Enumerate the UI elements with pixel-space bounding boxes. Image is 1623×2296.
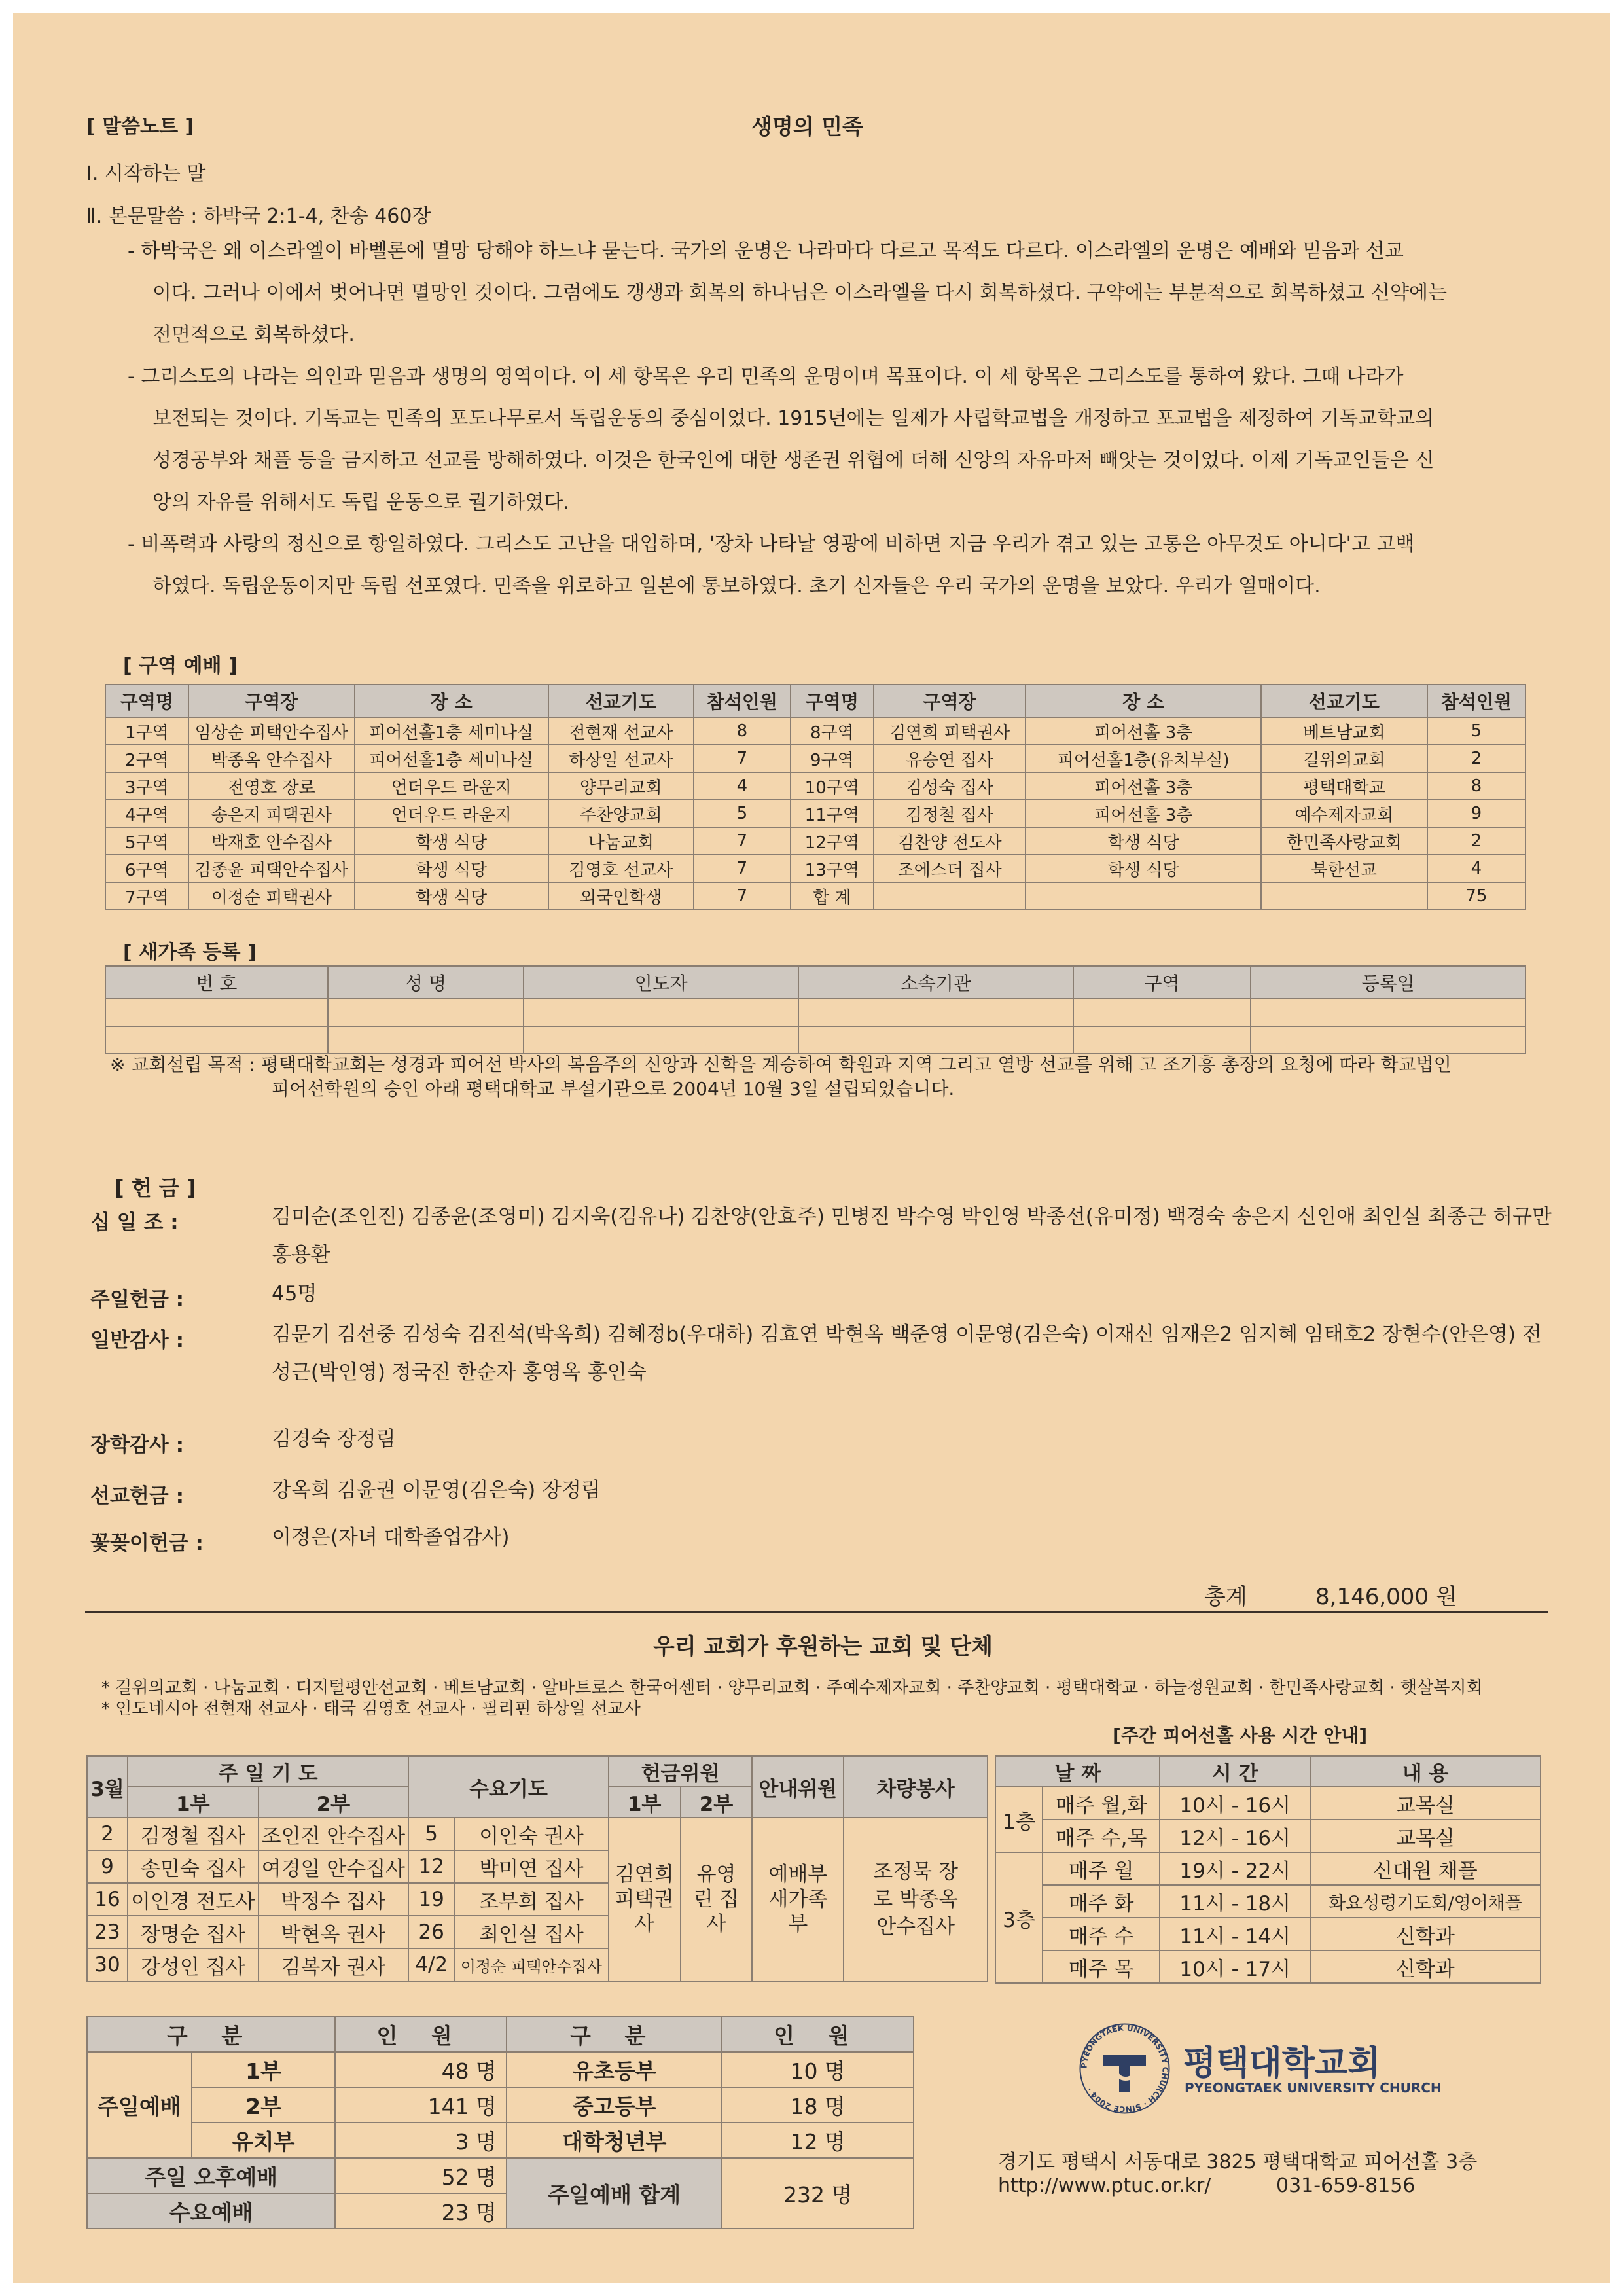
newfamily-empty-cell xyxy=(798,1026,1073,1054)
newfamily-empty-cell xyxy=(328,999,524,1026)
duty-part2-header: 2부 xyxy=(259,1787,409,1818)
district-header-cell: 구역장 xyxy=(188,685,355,717)
duty-vehicle: 조정묵 장로 박종옥 안수집사 xyxy=(844,1818,988,1981)
attendance-total-value: 232 명 xyxy=(722,2158,914,2229)
district-cell: 조에스더 집사 xyxy=(874,855,1026,882)
attendance-label: 2부 xyxy=(192,2087,336,2123)
attendance-value: 48 명 xyxy=(335,2052,507,2087)
support-line-2: * 인도네시아 전현재 선교사 · 태국 김영호 선교사 · 필리핀 하상일 선교사 xyxy=(101,1699,641,1719)
duty-date: 23 xyxy=(87,1916,128,1948)
duty-date: 16 xyxy=(87,1883,128,1916)
divider xyxy=(85,1611,1548,1613)
pierson-content: 교목실 xyxy=(1310,1820,1541,1852)
district-cell: 2구역 xyxy=(105,745,188,772)
sermon-title: 생명의 민족 xyxy=(751,114,863,139)
church-name: 평택대학교회 xyxy=(1183,2044,1381,2083)
pierson-content-header: 내 용 xyxy=(1310,1756,1541,1787)
duty-committee-part1-header: 1부 xyxy=(609,1787,681,1818)
pierson-content: 신학과 xyxy=(1310,1918,1541,1950)
district-cell: 13구역 xyxy=(791,855,874,882)
attendance-count-header: 인 원 xyxy=(335,2017,507,2052)
district-cell: 7 xyxy=(694,827,791,855)
offering-names: 45명 xyxy=(272,1282,317,1306)
duty-part1: 김정철 집사 xyxy=(128,1818,259,1850)
attendance-label: 중고등부 xyxy=(507,2087,722,2123)
duty-part2: 김복자 권사 xyxy=(259,1948,409,1981)
pierson-content: 신학과 xyxy=(1310,1950,1541,1983)
district-row xyxy=(105,772,1525,800)
district-cell: 학생 식당 xyxy=(355,855,548,882)
district-cell: 임상순 피택안수집사 xyxy=(188,717,355,745)
offering-label: 십 일 조 : xyxy=(90,1211,179,1234)
district-cell: 학생 식당 xyxy=(355,827,548,855)
duty-date: 2 xyxy=(87,1818,128,1850)
attendance-value: 52 명 xyxy=(335,2158,507,2193)
district-row xyxy=(105,855,1525,882)
sermon-line: 보전되는 것이다. 기독교는 민족의 포도나무로서 독립운동의 중심이었다. 1915년에는 일제가 사립학교법을 개정하고 포교법을 제정하여 기독교학교의 xyxy=(152,407,1435,430)
sermon-line: - 비폭력과 사랑의 정신으로 항일하였다. 그리스도 고난을 대입하며, '장차 나타날 영광에 비하면 지금 우리가 겪고 있는 고통은 아무것도 아니다'고 고백 xyxy=(128,533,1415,556)
district-cell: 김종윤 피택안수집사 xyxy=(188,855,355,882)
district-cell: 7 xyxy=(694,745,791,772)
offering-names: 강옥희 김윤권 이문영(김은숙) 장정림 xyxy=(272,1479,601,1502)
district-cell: 12구역 xyxy=(791,827,874,855)
district-cell: 박재호 안수집사 xyxy=(188,827,355,855)
district-cell: 유승연 집사 xyxy=(874,745,1026,772)
pierson-content: 교목실 xyxy=(1310,1787,1541,1820)
attendance-sunday-label: 주일예배 xyxy=(87,2052,192,2158)
district-cell: 김연희 피택권사 xyxy=(874,717,1026,745)
newfamily-section-label: [ 새가족 등록 ] xyxy=(123,941,257,964)
district-cell: 합 계 xyxy=(791,882,874,910)
duty-wed-prayer: 최인실 집사 xyxy=(454,1916,609,1948)
district-cell: 5 xyxy=(1427,717,1525,745)
church-phone: 031-659-8156 xyxy=(1276,2174,1416,2197)
offering-section-label: [ 헌 금 ] xyxy=(115,1175,196,1200)
sermon-line: - 그리스도의 나라는 의인과 믿음과 생명의 영역이다. 이 세 항목은 우리 민족의 운명이며 목표이다. 이 세 항목은 그리스도를 통하여 왔다. 그때 나라가 xyxy=(128,365,1404,388)
attendance-value: 3 명 xyxy=(335,2123,507,2158)
district-cell: 예수제자교회 xyxy=(1261,800,1427,827)
duty-usher-header: 안내위원 xyxy=(752,1756,844,1818)
pierson-floor: 3층 xyxy=(995,1852,1043,1983)
church-name-en: PYEONGTAEK UNIVERSITY CHURCH xyxy=(1185,2080,1442,2096)
district-row xyxy=(105,800,1525,827)
duty-part2: 박현옥 권사 xyxy=(259,1916,409,1948)
district-row xyxy=(105,882,1525,910)
district-cell: 1구역 xyxy=(105,717,188,745)
duty-wed-date: 26 xyxy=(408,1916,454,1948)
district-cell xyxy=(874,882,1026,910)
district-cell: 학생 식당 xyxy=(1026,827,1261,855)
district-row xyxy=(105,717,1525,745)
district-cell: 길위의교회 xyxy=(1261,745,1427,772)
duty-wed-date: 4/2 xyxy=(408,1948,454,1981)
district-cell: 피어선홀 3층 xyxy=(1026,717,1261,745)
pierson-time: 12시 - 16시 xyxy=(1160,1820,1310,1852)
founding-line-2: 피어선학원의 승인 아래 평택대학교 부설기관으로 2004년 10월 3일 설립되었습니다. xyxy=(272,1078,955,1100)
duty-month: 3월 xyxy=(87,1756,128,1818)
pierson-content: 신대원 채플 xyxy=(1310,1852,1541,1885)
newfamily-header-cell: 구역 xyxy=(1073,966,1251,999)
district-cell xyxy=(1261,882,1427,910)
attendance-value: 12 명 xyxy=(722,2123,914,2158)
district-cell: 8구역 xyxy=(791,717,874,745)
attendance-label: 유초등부 xyxy=(507,2052,722,2087)
district-header-cell: 선교기도 xyxy=(548,685,694,717)
district-cell: 언더우드 라운지 xyxy=(355,800,548,827)
newfamily-header-cell: 인도자 xyxy=(524,966,798,999)
district-cell: 9 xyxy=(1427,800,1525,827)
attendance-value: 141 명 xyxy=(335,2087,507,2123)
attendance-total-label: 주일예배 합계 xyxy=(507,2158,722,2229)
pierson-title: [주간 피어선홀 사용 시간 안내] xyxy=(1113,1725,1368,1746)
offering-label: 선교헌금 : xyxy=(90,1484,184,1508)
pierson-time: 10시 - 16시 xyxy=(1160,1787,1310,1820)
district-cell: 언더우드 라운지 xyxy=(355,772,548,800)
church-url[interactable]: http://www.ptuc.or.kr/ xyxy=(998,2174,1211,2197)
newfamily-empty-cell xyxy=(1251,1026,1525,1054)
pierson-day: 매주 화 xyxy=(1043,1885,1160,1918)
district-header-cell: 선교기도 xyxy=(1261,685,1427,717)
duty-table xyxy=(86,1755,988,1982)
newfamily-empty-cell xyxy=(105,1026,328,1054)
newfamily-empty-cell xyxy=(524,999,798,1026)
district-cell: 주찬양교회 xyxy=(548,800,694,827)
offering-label: 꽃꽂이헌금 : xyxy=(90,1532,204,1555)
offering-names: 김경숙 장정림 xyxy=(272,1427,396,1451)
duty-part1: 강성인 집사 xyxy=(128,1948,259,1981)
sermon-intro: Ⅰ. 시작하는 말 xyxy=(86,162,206,185)
newfamily-empty-cell xyxy=(524,1026,798,1054)
attendance-label: 수요예배 xyxy=(87,2193,335,2229)
attendance-label: 주일 오후예배 xyxy=(87,2158,335,2193)
bulletin-page xyxy=(13,13,1610,2283)
district-cell: 이정순 피택권사 xyxy=(188,882,355,910)
newfamily-empty-cell xyxy=(1073,999,1251,1026)
attendance-value: 10 명 xyxy=(722,2052,914,2087)
district-header-cell: 장 소 xyxy=(1026,685,1261,717)
church-address: 경기도 평택시 서동대로 3825 평택대학교 피어선홀 3층 xyxy=(998,2151,1478,2174)
attendance-label: 유치부 xyxy=(192,2123,336,2158)
district-cell: 학생 식당 xyxy=(1026,855,1261,882)
sermon-line: 하였다. 독립운동이지만 독립 선포였다. 민족을 위로하고 일본에 통보하였다. 초기 신자들은 우리 국가의 운명을 보았다. 우리가 열매이다. xyxy=(152,575,1321,598)
offering-names: 이정은(자녀 대학졸업감사) xyxy=(272,1526,510,1549)
support-line-1: * 길위의교회 · 나눔교회 · 디지털평안선교회 · 베트남교회 · 알바트로스 한국어센터 · 양무리교회 · 주예수제자교회 · 주찬양교회 · 평택대학교 · 하늘정원교회 · 한민족사랑교회 · 햇살복지회 xyxy=(101,1678,1483,1698)
sermon-line: 성경공부와 채플 등을 금지하고 선교를 방해하였다. 이것은 한국인에 대한 생존권 위협에 더해 신앙의 자유마저 빼앗는 것이었다. 이제 기독교인들은 신 xyxy=(152,449,1435,472)
district-cell: 송은지 피택권사 xyxy=(188,800,355,827)
attendance-table xyxy=(86,2016,914,2229)
pierson-time: 19시 - 22시 xyxy=(1160,1852,1310,1885)
district-cell: 피어선홀1층 세미나실 xyxy=(355,745,548,772)
duty-sunday-prayer-header: 주 일 기 도 xyxy=(128,1756,408,1787)
duty-wed-date: 19 xyxy=(408,1883,454,1916)
district-header-cell: 구역명 xyxy=(791,685,874,717)
district-cell: 한민족사랑교회 xyxy=(1261,827,1427,855)
newfamily-header-cell: 등록일 xyxy=(1251,966,1525,999)
duty-date: 9 xyxy=(87,1850,128,1883)
duty-offering-committee-header: 헌금위원 xyxy=(609,1756,753,1787)
attendance-category-header: 구 분 xyxy=(87,2017,335,2052)
duty-part1: 이인경 전도사 xyxy=(128,1883,259,1916)
district-cell: 베트남교회 xyxy=(1261,717,1427,745)
newfamily-empty-cell xyxy=(1251,999,1525,1026)
newfamily-header-cell: 번 호 xyxy=(105,966,328,999)
district-cell: 75 xyxy=(1427,882,1525,910)
district-header-cell: 구역명 xyxy=(105,685,188,717)
duty-part1-header: 1부 xyxy=(128,1787,259,1818)
district-cell: 5 xyxy=(694,800,791,827)
pierson-time-header: 시 간 xyxy=(1160,1756,1310,1787)
sermon-body xyxy=(128,230,1541,607)
district-cell: 김성숙 집사 xyxy=(874,772,1026,800)
district-cell xyxy=(1026,882,1261,910)
district-cell: 김찬양 전도사 xyxy=(874,827,1026,855)
district-cell: 피어선홀 3층 xyxy=(1026,772,1261,800)
sermon-line: 이다. 그러나 이에서 벗어나면 멸망인 것이다. 그럼에도 갱생과 회복의 하나님은 이스라엘을 다시 회복하셨다. 구약에는 부분적으로 회복하셨고 신약에는 xyxy=(152,281,1447,304)
duty-vehicle-header: 차량봉사 xyxy=(844,1756,988,1818)
sermon-line: 앙의 자유를 위해서도 독립 운동으로 궐기하였다. xyxy=(152,491,569,514)
duty-wednesday-header: 수요기도 xyxy=(408,1756,609,1818)
pierson-floor: 1층 xyxy=(995,1787,1043,1852)
logo-ring-text: PYEONGTAEK UNIVERSITY CHURCH · SINCE 2004 · xyxy=(1079,2023,1170,2114)
district-cell: 7 xyxy=(694,882,791,910)
pierson-content: 화요성령기도회/영어채플 xyxy=(1310,1885,1541,1918)
district-cell: 나눔교회 xyxy=(548,827,694,855)
support-title: 우리 교회가 후원하는 교회 및 단체 xyxy=(653,1634,993,1660)
district-cell: 피어선홀1층 세미나실 xyxy=(355,717,548,745)
district-cell: 2 xyxy=(1427,827,1525,855)
district-cell: 10구역 xyxy=(791,772,874,800)
sermon-line: 전면적으로 회복하셨다. xyxy=(152,323,355,346)
attendance-value: 18 명 xyxy=(722,2087,914,2123)
duty-usher: 예배부 새가족부 xyxy=(752,1818,844,1981)
district-cell: 3구역 xyxy=(105,772,188,800)
district-cell: 5구역 xyxy=(105,827,188,855)
duty-part1: 장명순 집사 xyxy=(128,1916,259,1948)
duty-committee-1: 김연희 피택권사 xyxy=(609,1818,681,1981)
district-cell: 4 xyxy=(1427,855,1525,882)
founding-line-1: ※ 교회설립 목적 : 평택대학교회는 성경과 피어선 박사의 복음주의 신앙과 신학을 계승하여 학원과 지역 그리고 열방 선교를 위해 고 조기흥 총장의 요청에 따라 학교법인 xyxy=(110,1054,1452,1075)
duty-wed-prayer: 박미연 집사 xyxy=(454,1850,609,1883)
pierson-day: 매주 목 xyxy=(1043,1950,1160,1983)
attendance-count-header: 인 원 xyxy=(722,2017,914,2052)
duty-wed-prayer: 이정순 피택안수집사 xyxy=(454,1948,609,1981)
district-cell: 2 xyxy=(1427,745,1525,772)
attendance-category-header: 구 분 xyxy=(507,2017,722,2052)
pierson-day: 매주 수 xyxy=(1043,1918,1160,1950)
offering-names: 김문기 김선중 김성숙 김진석(박옥희) 김혜정b(우대하) 김효연 박현옥 백준영 이문영(김은숙) 이재신 임재은2 임지혜 임태호2 장현수(안은영) 전성근(박인영) 정국진 한순자 홍영옥 홍인숙 xyxy=(272,1323,1542,1384)
district-header-cell: 구역장 xyxy=(874,685,1026,717)
sermon-line: - 하박국은 왜 이스라엘이 바벨론에 멸망 당해야 하느냐 묻는다. 국가의 운명은 나라마다 다르고 목적도 다르다. 이스라엘의 운명은 예배와 믿음과 선교 xyxy=(128,240,1404,262)
newfamily-empty-cell xyxy=(1073,1026,1251,1054)
district-cell: 외국인학생 xyxy=(548,882,694,910)
newfamily-empty-cell xyxy=(328,1026,524,1054)
district-cell: 김정철 집사 xyxy=(874,800,1026,827)
pierson-time: 11시 - 14시 xyxy=(1160,1918,1310,1950)
district-cell: 4 xyxy=(694,772,791,800)
district-cell: 전영호 장로 xyxy=(188,772,355,800)
newfamily-header-cell: 성 명 xyxy=(328,966,524,999)
pierson-table xyxy=(995,1755,1541,1984)
attendance-value: 23 명 xyxy=(335,2193,507,2229)
duty-wed-prayer: 조부희 집사 xyxy=(454,1883,609,1916)
attendance-label: 대학청년부 xyxy=(507,2123,722,2158)
pierson-day: 매주 월 xyxy=(1043,1852,1160,1885)
duty-committee-part2-header: 2부 xyxy=(681,1787,753,1818)
offering-names: 김미순(조인진) 김종윤(조영미) 김지욱(김유나) 김찬양(안효주) 민병진 박수영 박인영 박종선(유미정) 백경숙 송은지 신인애 최인실 최종근 허규만 홍용환 xyxy=(272,1205,1552,1266)
district-cell: 학생 식당 xyxy=(355,882,548,910)
district-cell: 11구역 xyxy=(791,800,874,827)
duty-committee-2: 유영린 집사 xyxy=(681,1818,753,1981)
district-cell: 하상일 선교사 xyxy=(548,745,694,772)
district-cell: 피어선홀1층(유치부실) xyxy=(1026,745,1261,772)
pierson-day: 매주 월,화 xyxy=(1043,1787,1160,1820)
district-cell: 양무리교회 xyxy=(548,772,694,800)
church-logo-icon xyxy=(1077,2021,1172,2116)
district-header-cell: 장 소 xyxy=(355,685,548,717)
district-cell: 4구역 xyxy=(105,800,188,827)
duty-wed-date: 12 xyxy=(408,1850,454,1883)
duty-part2: 조인진 안수집사 xyxy=(259,1818,409,1850)
district-cell: 전현재 선교사 xyxy=(548,717,694,745)
district-cell: 7 xyxy=(694,855,791,882)
district-cell: 9구역 xyxy=(791,745,874,772)
offering-label: 주일헌금 : xyxy=(90,1288,184,1312)
duty-wed-prayer: 이인숙 권사 xyxy=(454,1818,609,1850)
pierson-time: 10시 - 17시 xyxy=(1160,1950,1310,1983)
offering-total-value: 8,146,000 원 xyxy=(1315,1584,1457,1610)
pierson-time: 11시 - 18시 xyxy=(1160,1885,1310,1918)
district-cell: 평택대학교 xyxy=(1261,772,1427,800)
district-cell: 8 xyxy=(694,717,791,745)
pierson-date-header: 날 짜 xyxy=(995,1756,1160,1787)
district-cell: 피어선홀 3층 xyxy=(1026,800,1261,827)
district-cell: 7구역 xyxy=(105,882,188,910)
newfamily-empty-cell xyxy=(798,999,1073,1026)
newfamily-header-cell: 소속기관 xyxy=(798,966,1073,999)
pierson-day: 매주 수,목 xyxy=(1043,1820,1160,1852)
offering-label: 장학감사 : xyxy=(90,1433,184,1457)
newfamily-table xyxy=(105,965,1526,1054)
duty-part2: 여경일 안수집사 xyxy=(259,1850,409,1883)
district-cell: 북한선교 xyxy=(1261,855,1427,882)
sermon-section-label: [ 말씀노트 ] xyxy=(86,115,194,138)
district-row xyxy=(105,827,1525,855)
offering-total-label: 총계 xyxy=(1204,1584,1247,1610)
duty-part1: 송민숙 집사 xyxy=(128,1850,259,1883)
district-header-cell: 참석인원 xyxy=(694,685,791,717)
duty-part2: 박정수 집사 xyxy=(259,1883,409,1916)
newfamily-empty-cell xyxy=(105,999,328,1026)
offering-label: 일반감사 : xyxy=(90,1329,184,1352)
duty-wed-date: 5 xyxy=(408,1818,454,1850)
district-cell: 6구역 xyxy=(105,855,188,882)
attendance-label: 1부 xyxy=(192,2052,336,2087)
sermon-scripture: Ⅱ. 본문말씀 : 하박국 2:1-4, 찬송 460장 xyxy=(86,205,431,228)
district-table xyxy=(105,684,1526,910)
district-cell: 박종옥 안수집사 xyxy=(188,745,355,772)
duty-date: 30 xyxy=(87,1948,128,1981)
district-cell: 8 xyxy=(1427,772,1525,800)
district-cell: 김영호 선교사 xyxy=(548,855,694,882)
district-section-label: [ 구역 예배 ] xyxy=(123,655,238,677)
district-header-cell: 참석인원 xyxy=(1427,685,1525,717)
district-row xyxy=(105,745,1525,772)
